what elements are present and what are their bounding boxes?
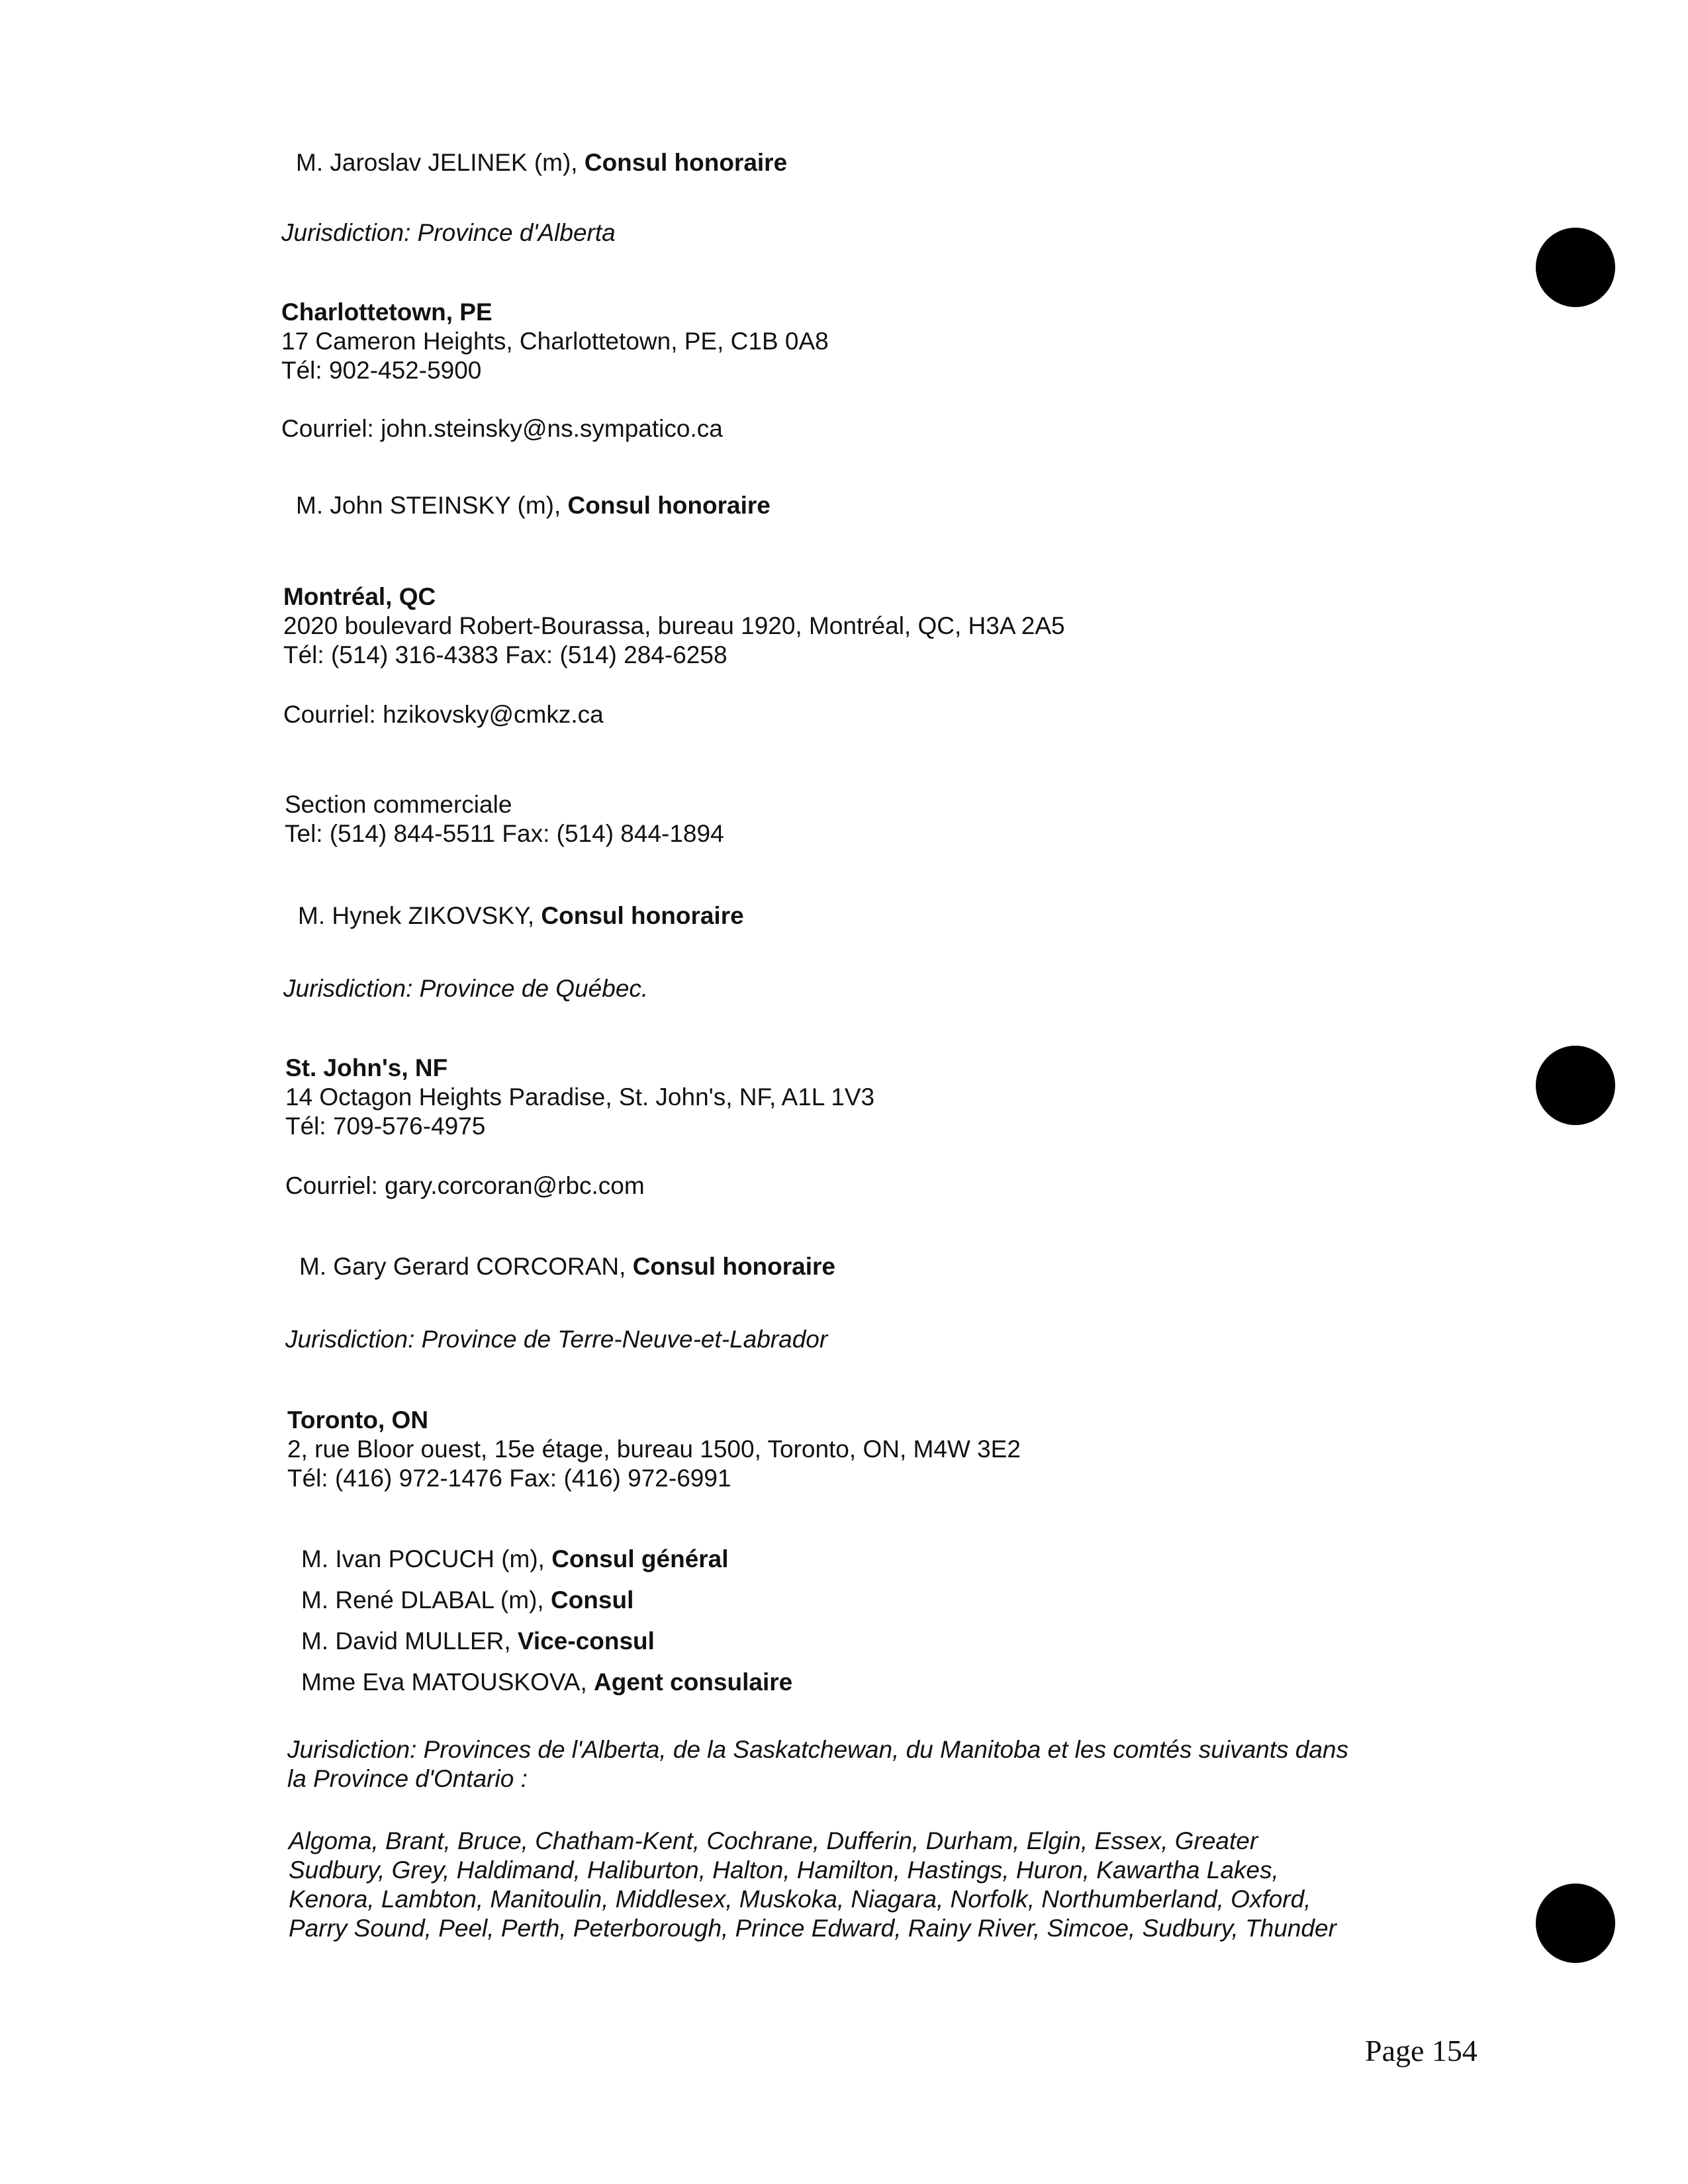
officer-name: M. John STEINSKY (m), — [296, 492, 568, 519]
counties-list: Sudbury, Grey, Haldimand, Haliburton, Halton, Hamilton, Hastings, Huron, Kawartha Lakes, — [289, 1856, 1279, 1884]
email: Courriel: john.steinsky@ns.sympatico.ca — [281, 415, 723, 442]
city-heading: Charlottetown, PE — [281, 298, 492, 326]
city-heading: Toronto, ON — [287, 1406, 429, 1433]
punch-hole — [1536, 1884, 1615, 1963]
phone: Tél: 902-452-5900 — [281, 357, 482, 384]
phone: Tél: (514) 316-4383 Fax: (514) 284-6258 — [283, 641, 727, 668]
officer-title: Consul honoraire — [541, 902, 744, 929]
officer-title: Vice-consul — [517, 1627, 655, 1655]
jurisdiction: Jurisdiction: Provinces de l'Alberta, de la Saskatchewan, du Manitoba et les comtés suivants dans — [287, 1736, 1349, 1763]
officer-name: M. Gary Gerard CORCORAN, — [299, 1253, 633, 1280]
officer-name: M. Jaroslav JELINEK (m), — [296, 149, 585, 176]
address: 14 Octagon Heights Paradise, St. John's, NF, A1L 1V3 — [285, 1083, 875, 1111]
section-title: Section commerciale — [285, 791, 512, 818]
officer-title: Consul honoraire — [632, 1253, 835, 1280]
officer-line — [301, 1545, 729, 1574]
officer-name: M. Ivan POCUCH (m), — [301, 1545, 552, 1572]
address: 2020 boulevard Robert-Bourassa, bureau 1920, Montréal, QC, H3A 2A5 — [283, 612, 1065, 639]
email: Courriel: hzikovsky@cmkz.ca — [283, 701, 604, 728]
counties-list: Parry Sound, Peel, Perth, Peterborough, Prince Edward, Rainy River, Simcoe, Sudbury, Thunder — [289, 1915, 1336, 1942]
jurisdiction: Jurisdiction: Province de Terre-Neuve-et-Labrador — [285, 1326, 828, 1353]
officer-name: Mme Eva MATOUSKOVA, — [301, 1668, 594, 1696]
officer-line — [296, 148, 787, 177]
officer-title: Consul général — [551, 1545, 729, 1572]
section-phone: Tel: (514) 844-5511 Fax: (514) 844-1894 — [285, 820, 724, 847]
officer-title: Consul — [550, 1586, 634, 1614]
punch-hole — [1536, 1046, 1615, 1125]
officer-line — [301, 1586, 633, 1615]
jurisdiction: la Province d'Ontario : — [287, 1765, 528, 1792]
email: Courriel: gary.corcoran@rbc.com — [285, 1172, 645, 1199]
officer-name: M. Hynek ZIKOVSKY, — [298, 902, 541, 929]
phone: Tél: (416) 972-1476 Fax: (416) 972-6991 — [287, 1465, 731, 1492]
officer-line — [296, 491, 771, 520]
city-heading: St. John's, NF — [285, 1054, 448, 1081]
officer-line — [301, 1668, 792, 1697]
city-heading: Montréal, QC — [283, 583, 436, 610]
officer-title: Agent consulaire — [594, 1668, 793, 1696]
page-number: Page 154 — [1365, 2034, 1477, 2068]
punch-hole — [1536, 228, 1615, 307]
officer-name: M. David MULLER, — [301, 1627, 518, 1655]
officer-title: Consul honoraire — [567, 492, 771, 519]
counties-list: Algoma, Brant, Bruce, Chatham-Kent, Cochrane, Dufferin, Durham, Elgin, Essex, Greater — [289, 1827, 1258, 1854]
address: 2, rue Bloor ouest, 15e étage, bureau 1500, Toronto, ON, M4W 3E2 — [287, 1435, 1021, 1463]
officer-line — [298, 901, 744, 931]
jurisdiction: Jurisdiction: Province de Québec. — [283, 975, 649, 1002]
officer-line — [301, 1627, 655, 1656]
officer-line — [299, 1252, 835, 1281]
officer-title: Consul honoraire — [584, 149, 788, 176]
jurisdiction: Jurisdiction: Province d'Alberta — [281, 219, 616, 246]
address: 17 Cameron Heights, Charlottetown, PE, C1B 0A8 — [281, 328, 829, 355]
counties-list: Kenora, Lambton, Manitoulin, Middlesex, Muskoka, Niagara, Norfolk, Northumberland, Oxford, — [289, 1886, 1311, 1913]
phone: Tél: 709-576-4975 — [285, 1113, 486, 1140]
officer-name: M. René DLABAL (m), — [301, 1586, 551, 1614]
